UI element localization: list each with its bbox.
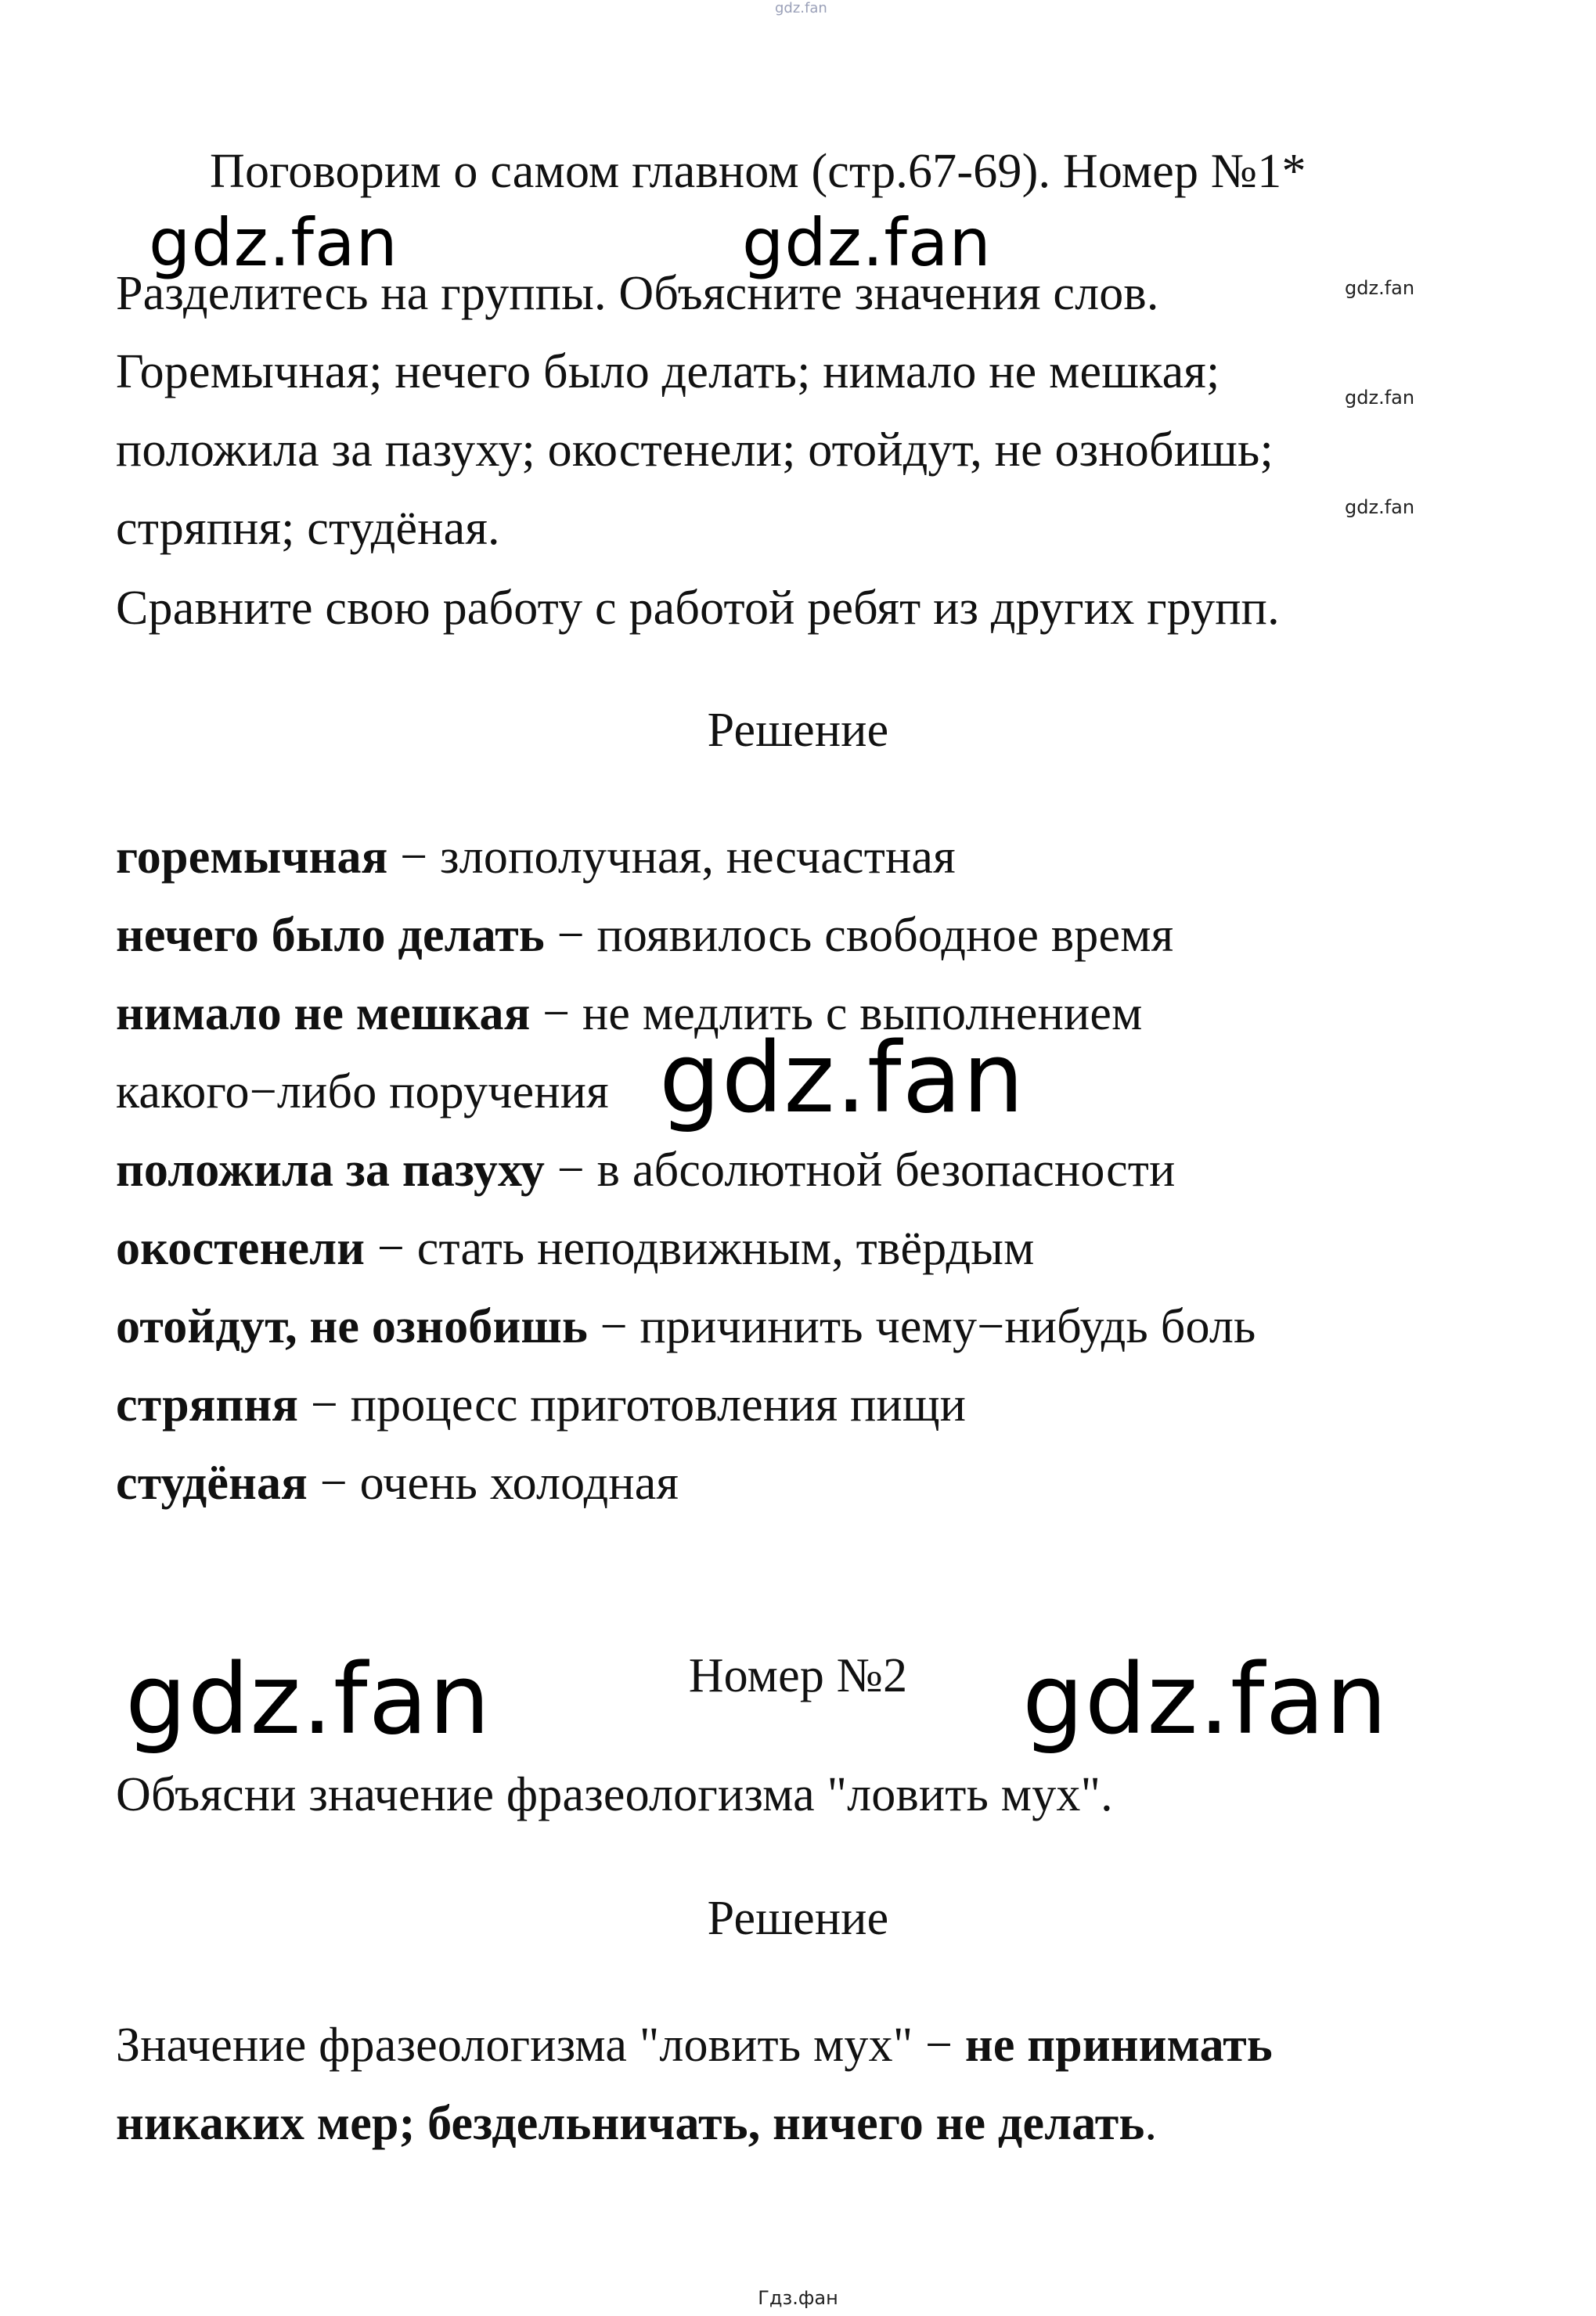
definition-item (116, 1144, 1176, 1197)
definition-term: нечего было делать (116, 909, 545, 962)
definition-text: − причинить чему−нибудь боль (587, 1300, 1256, 1353)
definition-text: − процесс приготовления пищи (298, 1378, 967, 1432)
definition-text: − очень холодная (308, 1457, 679, 1510)
definition-item (116, 1457, 679, 1510)
solution-heading: Решение (707, 704, 889, 757)
watermark-small: gdz.fan (1345, 387, 1415, 409)
definition-text: − появилось свободное время (544, 909, 1174, 962)
definition-text: − стать неподвижным, твёрдым (365, 1222, 1035, 1275)
definition-term: студёная (116, 1457, 308, 1510)
solution2-text: Значение фразеологизма "ловить мух" − (116, 2019, 965, 2072)
page-title: Поговорим о самом главном (стр.67-69). Номер №1* (210, 145, 1306, 198)
definition-term: отойдут, не ознобишь (116, 1300, 588, 1353)
definition-term: стряпня (116, 1378, 299, 1432)
definition-item (116, 911, 1173, 960)
definition-term: нимало не мешкая (116, 987, 531, 1040)
definition-text: − в абсолютной безопасности (545, 1144, 1176, 1197)
definition-term: горемычная (116, 830, 388, 884)
page-footer: Гдз.фан (758, 2287, 838, 2309)
solution-heading: Решение (707, 1892, 889, 1945)
definition-item (116, 1065, 609, 1118)
definition-item (116, 830, 956, 884)
solution2-bold-text: никаких мер; бездельничать, ничего не делать (116, 2097, 1145, 2150)
task-line: Сравните свою работу с работой ребят из других групп. (116, 582, 1280, 635)
task2-title: Номер №2 (688, 1649, 908, 1702)
watermark-large: gdz.fan (659, 1022, 1025, 1135)
watermark-large: gdz.fan (125, 1644, 492, 1756)
definition-item (116, 1224, 1035, 1273)
task-line: Разделитесь на группы. Объясните значения слов. (116, 267, 1159, 320)
solution2-line (116, 2019, 1273, 2072)
definition-item (116, 1302, 1256, 1351)
task-line: Горемычная; нечего было делать; нимало не мешкая; (116, 345, 1220, 398)
top-watermark: gdz.fan (775, 0, 827, 16)
watermark-small: gdz.fan (1345, 496, 1415, 518)
watermark-large: gdz.fan (149, 204, 398, 281)
task2-question: Объясни значение фразеологизма "ловить мух". (116, 1768, 1113, 1821)
definition-term: положила за пазуху (116, 1144, 546, 1197)
definition-item (116, 1378, 967, 1432)
task-line: положила за пазуху; окостенели; отойдут, не ознобишь; (116, 423, 1274, 477)
watermark-large: gdz.fan (1022, 1644, 1389, 1756)
watermark-small: gdz.fan (1345, 277, 1415, 299)
definition-text: какого−либо поручения (116, 1065, 609, 1118)
watermark-large: gdz.fan (742, 204, 992, 281)
definition-text: − злополучная, несчастная (387, 830, 956, 884)
definition-term: окостенели (116, 1222, 366, 1275)
solution2-bold-text: не принимать (964, 2019, 1273, 2072)
definition-text: − не медлить с выполнением (530, 987, 1143, 1040)
solution2-line (116, 2099, 1157, 2148)
task-line: стряпня; студёная. (116, 502, 500, 555)
solution2-text: . (1144, 2097, 1158, 2150)
